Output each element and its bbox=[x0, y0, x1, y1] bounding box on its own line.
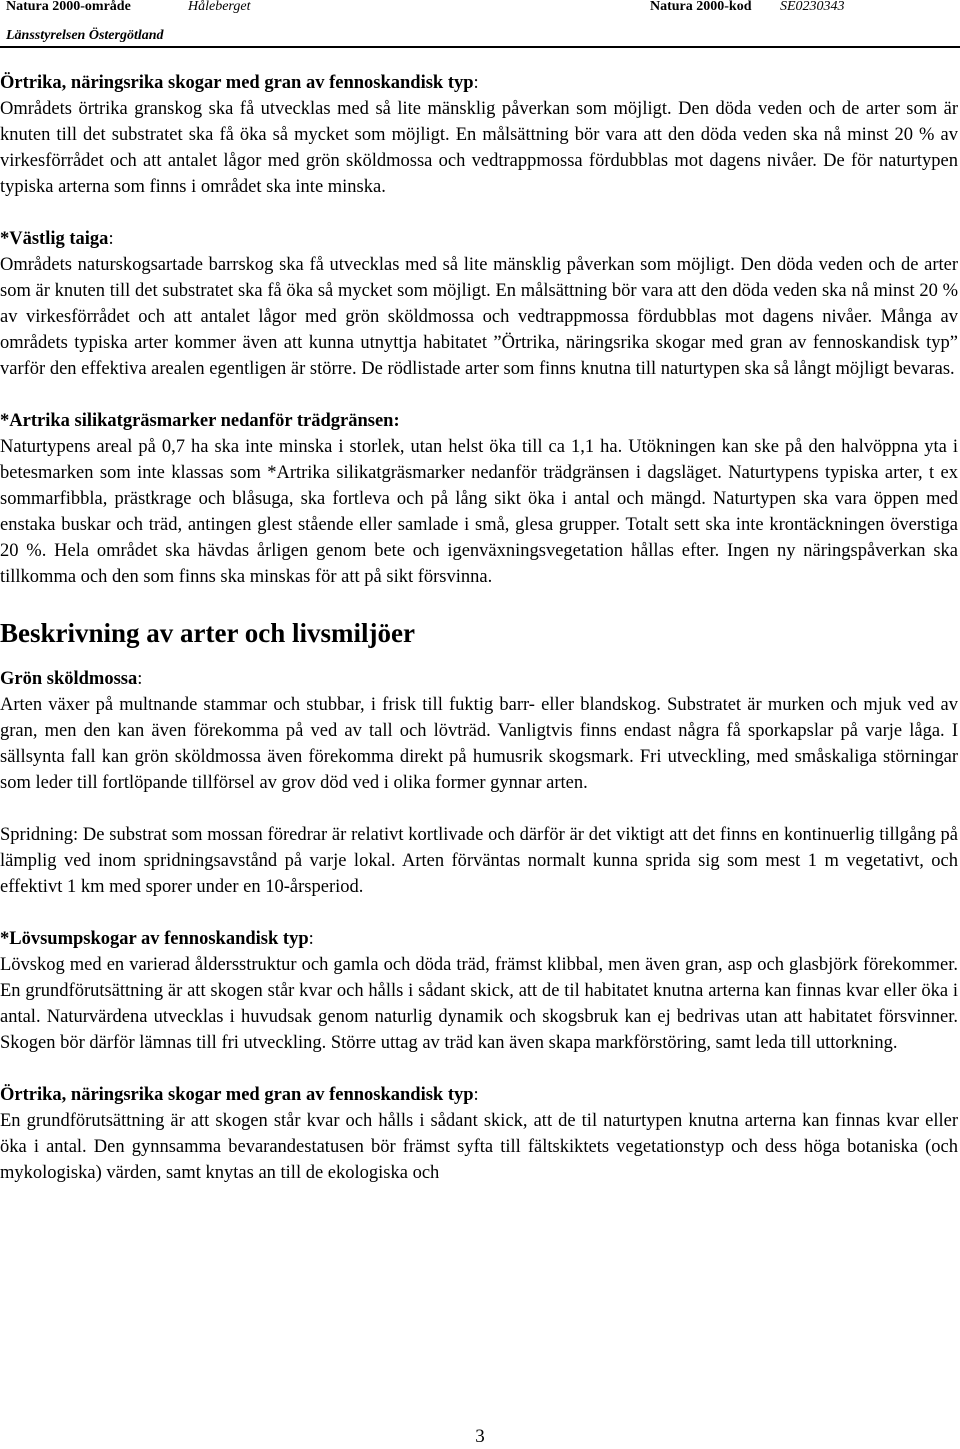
section-text-ortrika-description: En grundförutsättning är att skogen står kvar och hålls i sådant skick, att de til naturtypen knutna arterna kan finnas kvar eller öka i antal. Den gynnsamma bevarandestatusen bör främst syfta till fältskiktets vegetationstyp och dess höga botaniska (och mykologiska) värden, samt knytas an till de ekologiska och bbox=[0, 1111, 958, 1183]
section-text-ortrika-goal: Områdets örtrika granskog ska få utvecklas med så lite mänsklig påverkan som möjligt. Den döda veden och de arter som är knuten till det substratet ska få öka så mycket som möjligt. En målsättning bör vara att den döda veden ska nå minst 20 % av virkesförrådet och att antalet lågor med grön sköldmossa och vedtrappmossa fördubblas mot dagens nivåer. De för naturtypen typiska arterna som finns i området ska inte minska. bbox=[0, 99, 958, 197]
section-heading-ortrika-goal: Örtrika, näringsrika skogar med gran av fennoskandisk typ: bbox=[0, 73, 479, 93]
document-body bbox=[0, 70, 958, 1186]
header-area-name: Håleberget bbox=[188, 0, 251, 14]
header-organization: Länsstyrelsen Östergötland bbox=[6, 28, 164, 43]
section-heading-lovsumpskogar: *Lövsumpskogar av fennoskandisk typ: bbox=[0, 929, 314, 949]
header-code: SE0230343 bbox=[780, 0, 845, 14]
section-text-vastlig-taiga: Områdets naturskogsartade barrskog ska få utvecklas med så lite mänsklig påverkan som möjligt. Den döda veden och de arter som är knuten till det substratet ska få öka så mycket som möjligt. En målsättning bör vara att den döda veden ska nå minst 20 % av virkesförrådet och att antalet lågor med grön sköldmossa och vedtrappmossa fördubblas mot dagens nivåer. Många av områdets typiska arter kommer även att kunna utnyttja habitatet ”Örtrika, näringsrika skogar med gran av fennoskandisk typ” varför den effektiva arealen egentligen är större. De rödlistade arter som finns knutna till naturtypen ska så långt möjligt bevaras. bbox=[0, 255, 958, 379]
section-text-silikatgrasmarker: Naturtypens areal på 0,7 ha ska inte minska i storlek, utan helst öka till ca 1,1 ha. Utökningen kan ske på den halvöppna yta i betesmarken som inte klassas som *Artrika silikatgräsmarker nedanför trädgränsen i dagsläget. Naturtypens typiska arter, t ex sommarfibbla, prästkrage och blåsuga, ska fortleva och på lång sikt öka i antal och mängd. Naturtypen ska vara öppen med enstaka buskar och träd, antingen glest stående eller samlade i små, glesa grupper. Totalt sett ska inte krontäckningen överstiga 20 %. Hela området ska hävdas årligen genom bete och igenväxningsvegetation hållas efter. Ingen ny näringspåverkan ska tillkomma och den som finns ska minskas för att på sikt försvinna. bbox=[0, 437, 958, 587]
page-header bbox=[0, 0, 960, 48]
section-heading-silikatgrasmarker: *Artrika silikatgräsmarker nedanför trädgränsen: bbox=[0, 411, 400, 431]
header-code-label: Natura 2000-kod bbox=[650, 0, 752, 14]
section-heading-vastlig-taiga: *Västlig taiga: bbox=[0, 229, 114, 249]
section-text-lovsumpskogar: Lövskog med en varierad åldersstruktur och gamla och döda träd, främst klibbal, men även gran, asp och glasbjörk förekommer. En grundförutsättning är att skogen står kvar och hålls i sådant skick, att de til habitatet knutna arterna kan finnas kvar eller öka i antal. Naturvärdena utvecklas i huvudsak genom naturlig dynamik och skogsbruk kan ej bedrivas utan att habitatet försvinner. Skogen bör därför lämnas till fri utveckling. Större uttag av träd kan även skapa markförstöring, samt leda till uttorkning. bbox=[0, 955, 958, 1053]
header-area-label: Natura 2000-område bbox=[6, 0, 131, 14]
section-text-spridning: Spridning: De substrat som mossan föredrar är relativt kortlivade och därför är det viktigt att det finns en kontinuerlig tillgång på lämplig ved inom spridningsavstånd på varje lokal. Arten förväntas normalt kunna sprida sig som mest 1 m vegetativt, och effektivt 1 km med sporer under en 10-årsperiod. bbox=[0, 825, 958, 897]
page-number: 3 bbox=[475, 1426, 485, 1447]
main-heading: Beskrivning av arter och livsmiljöer bbox=[0, 618, 415, 648]
section-heading-ortrika-description: Örtrika, näringsrika skogar med gran av fennoskandisk typ: bbox=[0, 1085, 479, 1105]
section-text-gron-skoldmossa: Arten växer på multnande stammar och stubbar, i frisk till fuktig barr- eller blandskog. Substratet är murken och mjuk ved av gran, men den kan även förekomma på ved av tall och lövträd. Vanligtvis finns endast några få sporkapslar på varje låga. I sällsynta fall kan grön sköldmossa även förekomma direkt på humusrik skogsmark. Fri utveckling, med småskaliga störningar som leder till fortlöpande tillförsel av grov död ved i olika former gynnar arten. bbox=[0, 695, 958, 793]
section-heading-gron-skoldmossa: Grön sköldmossa: bbox=[0, 669, 143, 689]
